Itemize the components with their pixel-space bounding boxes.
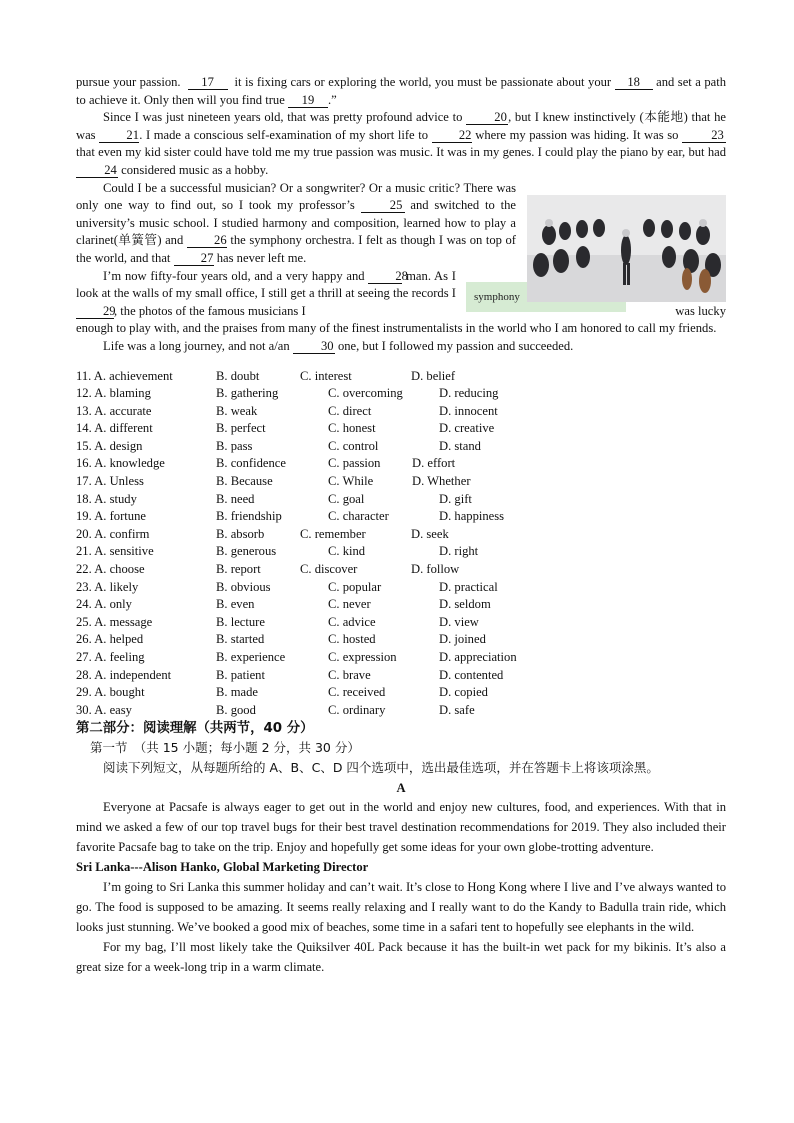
- symphony-caption: symphony: [466, 282, 626, 312]
- blank-20[interactable]: 20: [466, 110, 508, 125]
- option-c[interactable]: C. goal: [328, 491, 365, 506]
- blank-29[interactable]: 29: [76, 304, 114, 319]
- option-row: [76, 403, 726, 421]
- option-d[interactable]: D. seek: [411, 526, 449, 541]
- option-row: [76, 649, 726, 667]
- option-d[interactable]: D. view: [439, 614, 479, 629]
- option-row: [76, 543, 726, 561]
- option-c[interactable]: C. passion: [328, 456, 381, 471]
- option-a[interactable]: 17. A. Unless: [76, 474, 144, 489]
- option-a[interactable]: 14. A. different: [76, 421, 153, 436]
- option-c[interactable]: C. advice: [328, 614, 376, 629]
- option-row: [76, 438, 726, 456]
- option-row: [76, 455, 726, 473]
- option-row: [76, 491, 726, 509]
- option-a[interactable]: 24. A. only: [76, 597, 132, 612]
- paragraph-2: Since I was just nineteen years old, that was pretty profound advice to 20, but I knew instinctively (本能地) that he was 21. I made a conscious self-examination of my short life to 22 where my passion was hiding. It was so 23 that even my kid sister could have told me my true passion was music. It was in my genes. I could play the piano by ear, but had 24 considered music as a hobby.: [76, 110, 726, 177]
- option-c[interactable]: C. ordinary: [328, 702, 386, 717]
- option-row: [76, 684, 726, 702]
- option-row: [76, 385, 726, 403]
- option-a[interactable]: 19. A. fortune: [76, 509, 146, 524]
- reading-passage-a: [76, 797, 726, 977]
- option-a[interactable]: 12. A. blaming: [76, 386, 151, 401]
- option-c[interactable]: C. While: [328, 474, 374, 489]
- answer-options: [76, 368, 726, 720]
- section1-heading: 第一节 （共 15 小题；每小题 2 分，共 30 分）: [90, 740, 360, 756]
- option-c[interactable]: C. never: [328, 597, 371, 612]
- paragraph-5: Life was a long journey, and not a/an 30 one, but I followed my passion and succeeded.: [103, 338, 574, 353]
- option-d[interactable]: D. stand: [439, 438, 481, 453]
- option-b[interactable]: B. friendship: [216, 509, 282, 524]
- option-c[interactable]: C. interest: [300, 368, 352, 383]
- option-b[interactable]: B. pass: [216, 438, 253, 453]
- option-d[interactable]: D. innocent: [439, 403, 498, 418]
- option-a[interactable]: 11. A. achievement: [76, 368, 173, 383]
- blank-22[interactable]: 22: [432, 128, 472, 143]
- option-c[interactable]: C. control: [328, 438, 379, 453]
- blank-30[interactable]: 30: [293, 339, 335, 354]
- option-row: [76, 702, 726, 720]
- blank-21[interactable]: 21: [99, 128, 139, 143]
- page: [76, 74, 726, 977]
- option-c[interactable]: C. discover: [300, 562, 358, 577]
- blank-17[interactable]: 17: [188, 75, 228, 90]
- option-b[interactable]: B. good: [216, 702, 256, 717]
- option-c[interactable]: C. kind: [328, 544, 366, 559]
- option-d[interactable]: D. appreciation: [439, 650, 517, 664]
- blank-27[interactable]: 27: [174, 251, 214, 266]
- option-d[interactable]: D. happiness: [439, 509, 505, 524]
- option-c[interactable]: C. direct: [328, 403, 372, 418]
- option-c[interactable]: C. hosted: [328, 632, 376, 647]
- option-a[interactable]: 20. A. confirm: [76, 526, 150, 541]
- blank-24[interactable]: 24: [76, 163, 118, 178]
- paragraph-4c: enough to play with, and the praises from many of the finest instrumentalists in the world who I am honored to call my friends.: [76, 321, 717, 336]
- option-a[interactable]: 22. A. choose: [76, 562, 145, 577]
- option-a[interactable]: 27. A. feeling: [76, 650, 145, 664]
- paragraph-3: Could I be a successful musician? Or a songwriter? Or a music critic? There was only one way to find out, so I took my professor’s 25 and switched to the university’s music school. I studied harmony and composition, learned how to play a clarinet(单簧管) and 26 the symphony orchestra. I felt as though I was on top of the world, and that 27 has never left me.: [76, 180, 517, 265]
- option-b[interactable]: B. obvious: [216, 579, 271, 594]
- option-row: [76, 561, 726, 579]
- passage-label: A: [396, 781, 406, 796]
- option-a[interactable]: 23. A. likely: [76, 579, 139, 594]
- option-a[interactable]: 15. A. design: [76, 438, 143, 453]
- option-b[interactable]: B. experience: [216, 650, 286, 664]
- option-a[interactable]: 21. A. sensitive: [76, 544, 154, 559]
- paragraph-1: pursue your passion. 17 it is fixing cars or exploring the world, you must be passionate about your 18 and set a path to achieve it. Only then will you find true 19 .”: [76, 75, 727, 107]
- paragraph-4a: I’m now fifty-four years old, and a very happy and 28 man. As I look at the walls of my small office, I still get a thrill at seeing the records I 29, the photos of the famous musicians I: [76, 268, 457, 318]
- option-row: [76, 596, 726, 614]
- option-d[interactable]: D. reducing: [439, 386, 499, 401]
- option-d[interactable]: D. copied: [439, 685, 488, 700]
- option-b[interactable]: B. started: [216, 632, 265, 647]
- option-a[interactable]: 26. A. helped: [76, 632, 144, 647]
- option-a[interactable]: 16. A. knowledge: [76, 456, 165, 471]
- option-c[interactable]: C. popular: [328, 579, 382, 594]
- option-row: [76, 631, 726, 649]
- part2-heading: 第二部分：阅读理解（共两节，40 分）: [76, 721, 314, 737]
- option-row: [76, 473, 726, 491]
- option-c[interactable]: C. brave: [328, 667, 371, 682]
- reading-subhead: Sri Lanka---Alison Hanko, Global Marketing Director: [76, 860, 369, 875]
- option-d[interactable]: D. gift: [439, 491, 472, 506]
- option-b[interactable]: B. Because: [216, 474, 273, 489]
- option-c[interactable]: C. character: [328, 509, 389, 524]
- blank-18[interactable]: 18: [615, 75, 653, 90]
- option-b[interactable]: B. lecture: [216, 614, 265, 629]
- option-row: [76, 508, 726, 526]
- option-d[interactable]: D. follow: [411, 562, 460, 577]
- option-c[interactable]: C. remember: [300, 526, 366, 541]
- cloze-passage: [76, 74, 726, 356]
- option-a[interactable]: 13. A. accurate: [76, 403, 152, 418]
- option-b[interactable]: B. report: [216, 562, 261, 577]
- option-row: [76, 368, 726, 386]
- option-d[interactable]: D. creative: [439, 421, 495, 436]
- reading-para-3: For my bag, I’ll most likely take the Quiksilver 40L Pack because it has the built-in wet pack for my bikinis. It’s also a great size for a week-long trip in a warm climate.: [76, 940, 726, 975]
- option-b[interactable]: B. gathering: [216, 386, 279, 401]
- option-b[interactable]: B. even: [216, 597, 255, 612]
- option-row: [76, 614, 726, 632]
- instruction-text: 阅读下列短文，从每题所给的 A、B、C、D 四个选项中，选出最佳选项，并在答题卡上将该项涂黑。: [103, 760, 659, 776]
- option-d[interactable]: D. right: [439, 544, 479, 559]
- option-c[interactable]: C. received: [328, 685, 386, 700]
- option-b[interactable]: B. confidence: [216, 456, 286, 471]
- option-d[interactable]: D. safe: [439, 702, 475, 717]
- option-b[interactable]: B. patient: [216, 667, 265, 682]
- option-b[interactable]: B. doubt: [216, 368, 260, 383]
- blank-25[interactable]: 25: [361, 198, 405, 213]
- option-d[interactable]: D. joined: [439, 632, 486, 647]
- option-b[interactable]: B. weak: [216, 403, 258, 418]
- option-a[interactable]: 18. A. study: [76, 491, 137, 506]
- paragraph-4b: was lucky: [675, 303, 726, 318]
- option-row: [76, 420, 726, 438]
- blank-28[interactable]: 28: [368, 269, 402, 284]
- option-b[interactable]: B. made: [216, 685, 258, 700]
- option-c[interactable]: C. honest: [328, 421, 376, 436]
- option-d[interactable]: D. belief: [411, 368, 456, 383]
- option-row: [76, 579, 726, 597]
- option-b[interactable]: B. generous: [216, 544, 277, 559]
- reading-para-2: I’m going to Sri Lanka this summer holiday and can’t wait. It’s close to Hong Kong where I live and I’ve always wanted to go. The food is supposed to be amazing. It seems really relaxing and I really want to do the Kandy to Badulla train ride, which looks just stunning. We’ve booked a good mix of beaches, some time in a safari tent to hopefully see elephants in the wild.: [76, 880, 726, 935]
- option-d[interactable]: D. practical: [439, 579, 498, 594]
- option-a[interactable]: 25. A. message: [76, 614, 153, 629]
- option-b[interactable]: B. perfect: [216, 421, 266, 436]
- option-d[interactable]: D. effort: [412, 456, 456, 471]
- option-b[interactable]: B. need: [216, 491, 255, 506]
- option-a[interactable]: 28. A. independent: [76, 667, 172, 682]
- blank-26[interactable]: 26: [187, 233, 227, 248]
- blank-19[interactable]: 19: [288, 93, 328, 108]
- option-d[interactable]: D. seldom: [439, 597, 491, 612]
- reading-para-1: Everyone at Pacsafe is always eager to get out in the world and enjoy new cultures, food, and experiences. With that in mind we asked a few of our top travel bugs for their best travel destination recommendations for 2019. They also included their favorite Pacsafe bag to take on the trip. Enjoy and hopefully get some ideas for your own globe-trotting adventure.: [76, 800, 726, 855]
- orchestra-photo: [527, 195, 726, 302]
- option-b[interactable]: B. absorb: [216, 526, 265, 541]
- option-c[interactable]: C. overcoming: [328, 386, 403, 401]
- option-c[interactable]: C. expression: [328, 650, 397, 664]
- option-d[interactable]: D. contented: [439, 667, 504, 682]
- blank-23[interactable]: 23: [682, 128, 726, 143]
- option-a[interactable]: 29. A. bought: [76, 685, 145, 700]
- option-row: [76, 667, 726, 685]
- option-d[interactable]: D. Whether: [412, 474, 471, 489]
- option-row: [76, 526, 726, 544]
- option-a[interactable]: 30. A. easy: [76, 702, 132, 717]
